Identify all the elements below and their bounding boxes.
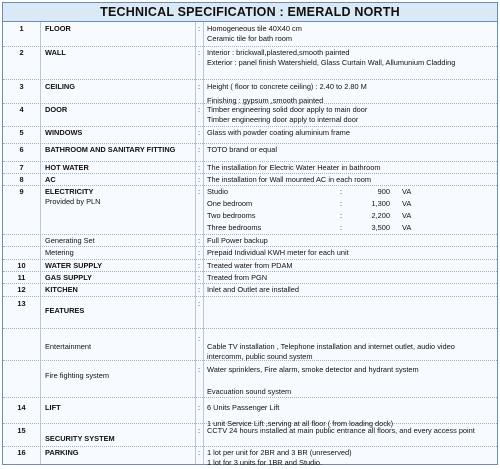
- spec-value: [203, 82, 497, 106]
- electricity-cell: 900: [377, 187, 390, 196]
- spec-row: [3, 285, 497, 295]
- row-divider: [3, 79, 497, 80]
- electricity-cell: :: [340, 223, 343, 232]
- colon-separator: :: [197, 187, 201, 196]
- spec-label: GAS SUPPLY: [45, 273, 92, 282]
- electricity-line: [207, 223, 493, 233]
- spec-row: [3, 48, 497, 68]
- row-divider: [3, 271, 497, 272]
- row-divider: [3, 143, 497, 144]
- colon-separator: :: [197, 163, 201, 172]
- spec-value-line: Height ( floor to concrete ceiling) : 2.40 to 2.80 M: [207, 82, 367, 91]
- spec-value: [203, 236, 497, 246]
- spec-value-line: Exterior : panel finish Watershield, Glass Curtain Wall, Allumunium Cladding: [207, 58, 456, 67]
- spec-value-line: Timber engineering door apply to internal door: [207, 115, 359, 124]
- spec-row: [3, 426, 497, 444]
- spec-label: FLOOR: [45, 24, 71, 33]
- spec-label: WATER SUPPLY: [45, 261, 103, 270]
- spec-row: [3, 365, 497, 397]
- spec-number: 15: [17, 426, 26, 435]
- spec-number: 1: [19, 24, 24, 33]
- electricity-cell: VA: [402, 199, 412, 208]
- spec-value-line: Interior : brickwall,plastered,smooth painted: [207, 48, 350, 57]
- spec-number: 3: [19, 82, 24, 91]
- spec-sublabel: Provided by PLN: [45, 197, 101, 206]
- colon-separator: :: [197, 261, 201, 270]
- spec-label: Entertainment: [45, 342, 92, 351]
- page-title: TECHNICAL SPECIFICATION : EMERALD NORTH: [3, 3, 497, 22]
- spec-label: FEATURES: [45, 306, 85, 315]
- spec-label: DOOR: [45, 105, 68, 114]
- spec-value: [203, 175, 497, 185]
- row-divider: [3, 259, 497, 260]
- colon-separator: :: [197, 426, 201, 435]
- spec-value-line: Prepaid Individual KWH meter for each unit: [207, 248, 349, 257]
- spec-value-line: Inlet and Outlet are installed: [207, 285, 300, 294]
- spec-value-line: Ceramic tile for bath room: [207, 34, 293, 43]
- spec-label: SECURITY SYSTEM: [45, 434, 115, 443]
- spec-row: [3, 175, 497, 185]
- spec-label: WALL: [45, 48, 66, 57]
- spec-value: [203, 285, 497, 295]
- electricity-cell: :: [340, 211, 343, 220]
- spec-row: [3, 24, 497, 44]
- spec-number: 16: [17, 448, 26, 457]
- spec-value-line: Treated water from PDAM: [207, 261, 293, 270]
- colon-separator: :: [197, 105, 201, 114]
- spec-label: AC: [45, 175, 56, 184]
- spec-value: [203, 261, 497, 271]
- spec-row: [3, 82, 497, 106]
- spec-number: 12: [17, 285, 26, 294]
- spec-value: [203, 105, 497, 125]
- row-divider: [3, 296, 497, 297]
- spec-value-line: Timber engineering solid door apply to main door: [207, 105, 368, 114]
- spec-number: 5: [19, 128, 24, 137]
- spec-number: 9: [19, 187, 24, 196]
- spec-row: [3, 163, 497, 173]
- spec-sheet: [2, 2, 498, 465]
- spec-number: [3, 334, 40, 362]
- spec-value: [203, 248, 497, 258]
- spec-value-line: Homogeneous tile 40X40 cm: [207, 24, 302, 33]
- row-divider: [3, 246, 497, 247]
- spec-row: [3, 187, 497, 235]
- electricity-cell: One bedroom: [207, 199, 253, 208]
- row-divider: [3, 446, 497, 447]
- electricity-cell: VA: [402, 187, 412, 196]
- electricity-cell: :: [340, 199, 343, 208]
- colon-separator: :: [197, 82, 201, 91]
- spec-value-line: The installation for Electric Water Heater in bathroom: [207, 163, 381, 172]
- spec-number: 7: [19, 163, 24, 172]
- spec-number: [3, 248, 40, 258]
- spec-value: [203, 426, 497, 444]
- electricity-cell: Three bedrooms: [207, 223, 262, 232]
- row-divider: [3, 283, 497, 284]
- spec-value: [203, 128, 497, 138]
- electricity-cell: 3,500: [371, 223, 390, 232]
- spec-label: CEILING: [45, 82, 75, 91]
- colon-separator: :: [197, 24, 201, 33]
- colon-separator: :: [197, 273, 201, 282]
- spec-label: KITCHEN: [45, 285, 78, 294]
- spec-label: HOT WATER: [45, 163, 89, 172]
- spec-table: [3, 22, 497, 467]
- electricity-line: [207, 187, 493, 197]
- electricity-line: [207, 211, 493, 221]
- spec-value: [203, 145, 497, 155]
- colon-separator: :: [197, 236, 201, 245]
- spec-value: [203, 48, 497, 68]
- spec-value: [203, 365, 497, 397]
- electricity-line: [207, 199, 493, 209]
- colon-separator: :: [197, 285, 201, 294]
- spec-row: [3, 273, 497, 283]
- spec-row: [3, 105, 497, 125]
- row-divider: [3, 46, 497, 47]
- colon-separator: :: [197, 334, 201, 343]
- spec-value-line: Full Power backup: [207, 236, 268, 245]
- electricity-cell: Studio: [207, 187, 228, 196]
- row-divider: [3, 397, 497, 398]
- spec-label: PARKING: [45, 448, 79, 457]
- spec-value-line: The installation for Wall mounted AC in each room: [207, 175, 372, 184]
- row-divider: [3, 173, 497, 174]
- electricity-cell: Two bedrooms: [207, 211, 256, 220]
- spec-value: [203, 187, 497, 235]
- spec-value-line: 1 lot per unit for 2BR and 3 BR (unreserved): [207, 448, 352, 457]
- spec-value: [203, 24, 497, 44]
- spec-label: Metering: [45, 248, 74, 257]
- spec-value: [203, 334, 497, 362]
- spec-value-line: TOTO brand or equal: [207, 145, 277, 154]
- spec-label: BATHROOM AND SANITARY FITTING: [45, 145, 176, 154]
- spec-number: 6: [19, 145, 24, 154]
- colon-separator: :: [197, 365, 201, 374]
- spec-number: 8: [19, 175, 24, 184]
- colon-separator: :: [197, 448, 201, 457]
- colon-separator: :: [197, 248, 201, 257]
- colon-separator: :: [197, 128, 201, 137]
- spec-label: ELECTRICITY Provided by PLN: [40, 187, 195, 235]
- spec-number: 14: [17, 403, 26, 412]
- spec-value: [203, 163, 497, 173]
- electricity-cell: VA: [402, 211, 412, 220]
- electricity-cell: 2,200: [371, 211, 390, 220]
- colon-separator: :: [197, 145, 201, 154]
- spec-label: Fire fighting system: [45, 371, 110, 380]
- spec-row: [3, 334, 497, 362]
- row-divider: [3, 126, 497, 127]
- spec-label: Generating Set: [45, 236, 95, 245]
- spec-value-line: 1 lot for 3 units for 1BR and Studio.: [207, 458, 323, 467]
- colon-separator: :: [197, 48, 201, 57]
- electricity-cell: 1,300: [371, 199, 390, 208]
- spec-value-line: Evacuation sound system: [207, 387, 292, 396]
- spec-value: [203, 273, 497, 283]
- row-divider: [3, 328, 497, 329]
- spec-value-line: Glass with powder coating aluminium frame: [207, 128, 350, 137]
- spec-value-line: Water sprinklers, Fire alarm, smoke detector and hydrant system: [207, 365, 419, 374]
- spec-number: [3, 365, 40, 397]
- spec-value: [203, 448, 497, 468]
- spec-row: [3, 145, 497, 155]
- spec-row: [3, 236, 497, 246]
- spec-number: 11: [17, 273, 26, 282]
- spec-label: LIFT: [45, 403, 61, 412]
- spec-value-line: 6 Units Passenger Lift: [207, 403, 280, 412]
- spec-value-line: Cable TV installation , Telephone installation and internet outlet, audio video intercomm, public sound system: [207, 342, 455, 361]
- spec-row: [3, 248, 497, 258]
- row-divider: [3, 161, 497, 162]
- spec-row: [3, 299, 497, 316]
- spec-label: WINDOWS: [45, 128, 83, 137]
- spec-number: 4: [19, 105, 24, 114]
- spec-value-line: Finishing : gypsum ,smooth painted: [207, 96, 324, 105]
- spec-value-line: Treated from PGN: [207, 273, 268, 282]
- spec-number: 2: [19, 48, 24, 57]
- spec-number: 13: [17, 299, 26, 308]
- spec-value-line: 1 unit Service Lift ,serving at all floor ( from loading dock): [207, 419, 394, 428]
- spec-value: [203, 299, 497, 316]
- spec-row: [3, 128, 497, 138]
- electricity-cell: VA: [402, 223, 412, 232]
- spec-number: [3, 236, 40, 246]
- colon-separator: :: [197, 175, 201, 184]
- colon-separator: :: [197, 299, 201, 308]
- spec-row: [3, 261, 497, 271]
- row-divider: [3, 185, 497, 186]
- colon-separator: :: [197, 403, 201, 412]
- spec-number: 10: [17, 261, 26, 270]
- electricity-cell: :: [340, 187, 343, 196]
- spec-value-line: CCTV 24 hours installed at main public entrance all floors, and every access point: [207, 426, 475, 435]
- spec-row: [3, 448, 497, 468]
